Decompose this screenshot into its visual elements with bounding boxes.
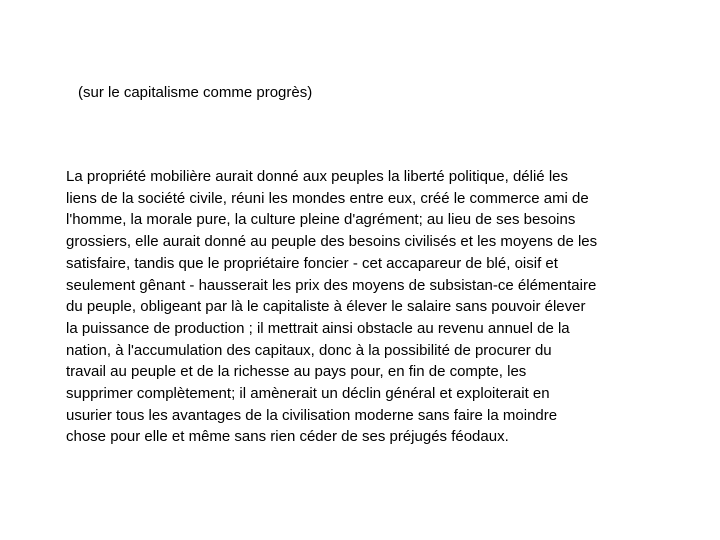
quote-paragraph xyxy=(66,166,656,448)
paragraph-line: grossiers, elle aurait donné au peuple des besoins civilisés et les moyens de les xyxy=(66,233,598,251)
paragraph-line: seulement gênant - hausserait les prix des moyens de subsistan-ce élémentaire xyxy=(66,276,597,294)
paragraph-line: supprimer complètement; il amènerait un déclin général et exploiterait en xyxy=(66,385,550,403)
paragraph-line: du peuple, obligeant par là le capitaliste à élever le salaire sans pouvoir élever xyxy=(66,298,586,316)
paragraph-line: l'homme, la morale pure, la culture pleine d'agrément; au lieu de ses besoins xyxy=(66,211,576,229)
paragraph-line: nation, à l'accumulation des capitaux, donc à la possibilité de procurer du xyxy=(66,341,552,359)
paragraph-line: usurier tous les avantages de la civilisation moderne sans faire la moindre xyxy=(66,406,558,424)
slide-subtitle: (sur le capitalisme comme progrès) xyxy=(78,84,313,101)
paragraph-line: La propriété mobilière aurait donné aux peuples la liberté politique, délié les xyxy=(66,168,568,185)
paragraph-line: chose pour elle et même sans rien céder de ses préjugés féodaux. xyxy=(66,428,509,446)
paragraph-line: la puissance de production ; il mettrait ainsi obstacle au revenu annuel de la xyxy=(66,319,570,337)
paragraph-line: travail au peuple et de la richesse au pays pour, en fin de compte, les xyxy=(66,363,527,381)
paragraph-line: liens de la société civile, réuni les mondes entre eux, créé le commerce ami de xyxy=(66,189,589,207)
paragraph-line: satisfaire, tandis que le propriétaire foncier - cet accapareur de blé, oisif et xyxy=(66,254,558,272)
